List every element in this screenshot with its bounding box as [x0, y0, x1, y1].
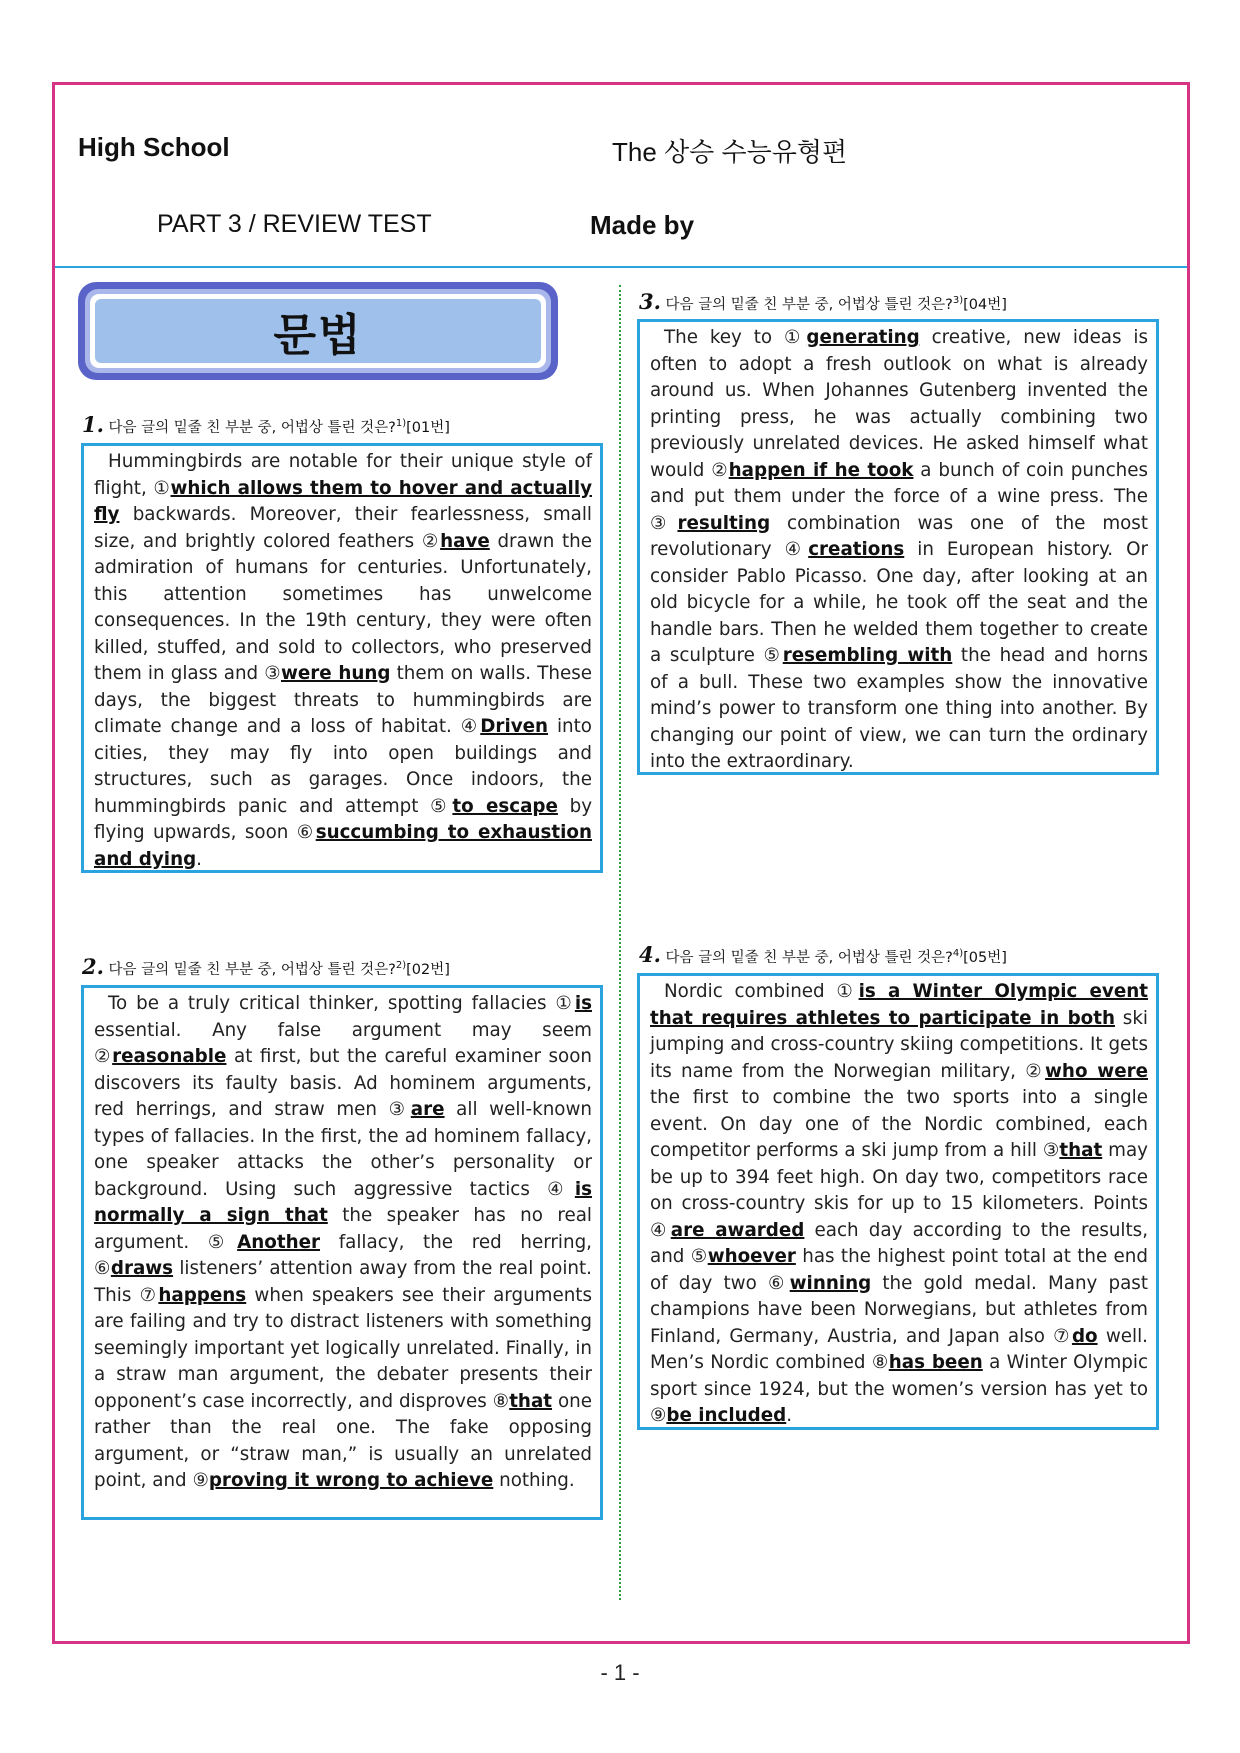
passage-segment: fallacy, the red herring, [320, 1231, 592, 1253]
underlined-option: generating [806, 327, 920, 348]
question-1-header [82, 412, 450, 437]
passage-segment: essential. Any false argument may seem [94, 1019, 592, 1041]
option-marker: ③ [388, 1099, 411, 1120]
option-marker: ④ [784, 539, 809, 560]
question-number: 4. [639, 942, 661, 967]
question-2-header [82, 954, 450, 979]
underlined-option: happens [158, 1284, 247, 1306]
underlined-option: is a Winter Olympic event that requires athletes to participate in both [650, 981, 1149, 1029]
underlined-option: which allows them to hover and actually fly [94, 477, 593, 525]
passage-segment: Nordic combined [664, 981, 837, 1002]
question-1-passage [81, 443, 603, 873]
underlined-option: Another [237, 1231, 321, 1253]
option-marker: ⑧ [492, 1390, 510, 1412]
footnote-ref: 2) [395, 960, 407, 972]
option-marker: ② [421, 530, 441, 552]
question-number: 3. [639, 289, 661, 314]
passage-segment: drawn the admiration of humans for centuries. Unfortunately, this attention sometimes has unwelcome consequences. In the 19th century, they were often killed, stuffed, and sold to collectors, who preserved them in glass and [94, 530, 592, 684]
column-divider [619, 285, 621, 1600]
passage-segment: one rather than the real one. The fake opposing argument, or “straw man,” is usually an unrelated point, and [94, 1390, 592, 1491]
underlined-option: that [509, 1390, 553, 1412]
passage-segment: may be up to 394 feet high. On day two, competitors race on cross-country skis for up to 15 kilometers. Points [650, 1140, 1148, 1214]
underlined-option: resulting [677, 512, 771, 534]
underlined-option: reasonable [112, 1046, 227, 1067]
passage-segment: by flying upwards, soon [94, 795, 593, 843]
option-marker: ⑤ [763, 645, 783, 666]
passage-segment: into cities, they may fly into open buildings and structures, such as garages. Once indoors, the hummingbirds panic and attempt [94, 716, 592, 817]
passage-segment: the head and horns of a bull. These two examples show the innovative mind’s power to transform one thing into another. By changing our point of view, we can turn the ordinary into the extraordinary. [650, 645, 1148, 772]
question-prompt: 다음 글의 밑줄 친 부분 중, 어법상 틀린 것은? [108, 420, 396, 436]
underlined-option: is [574, 993, 592, 1014]
underlined-option: have [440, 530, 490, 552]
section-title: 문법 [95, 299, 541, 363]
passage-segment: . [786, 1405, 793, 1426]
passage-text [650, 979, 1148, 1430]
option-marker: ⑤ [207, 1231, 238, 1253]
option-marker: ⑧ [871, 1352, 889, 1373]
option-marker: ④ [650, 1219, 671, 1241]
question-number: 1. [82, 412, 104, 437]
question-3-passage [637, 319, 1159, 775]
passage-segment: The key to [664, 327, 784, 348]
underlined-option: that [1059, 1140, 1103, 1161]
question-code: [04번] [963, 297, 1007, 313]
header-divider [55, 266, 1187, 268]
passage-segment: each day according to the results, and [650, 1219, 1149, 1267]
underlined-option: who were [1045, 1060, 1149, 1082]
option-marker: ② [1025, 1060, 1046, 1082]
passage-segment: nothing. [493, 1470, 575, 1491]
option-marker: ⑥ [296, 822, 316, 843]
passage-segment: a Winter Olympic sport since 1924, but the women’s version has yet to [650, 1352, 1148, 1400]
underlined-option: be included [666, 1405, 787, 1426]
underlined-option: are [410, 1099, 445, 1120]
passage-segment: when speakers see their arguments are failing and try to distract listeners with something seemingly important yet logically unrelated. Finally, in a straw man argument, the debater presents their opponent’s case incorrectly, and disproves [94, 1284, 592, 1412]
option-marker: ③ [1042, 1140, 1060, 1161]
option-marker: ⑥ [767, 1272, 790, 1294]
underlined-option: to escape [452, 795, 558, 817]
passage-segment: well. Men’s Nordic combined [650, 1325, 1148, 1373]
passage-segment: ski jumping and cross-country skiing competitions. It gets its name from the Norwegian military, [650, 1007, 1148, 1082]
passage-segment: all well-known types of fallacies. In the first, the ad hominem fallacy, one speaker attacks the other’s personality or background. Using such aggressive tactics [94, 1099, 593, 1200]
underlined-option: has been [888, 1352, 983, 1373]
passage-segment: has the highest point total at the end of day two [650, 1246, 1149, 1294]
option-marker: ③ [264, 663, 281, 684]
option-marker: ⑦ [139, 1284, 159, 1306]
page-number: - 1 - [600, 1660, 640, 1685]
option-marker: ② [94, 1046, 113, 1067]
passage-text [94, 449, 592, 873]
option-marker: ① [555, 993, 575, 1014]
underlined-option: do [1071, 1325, 1098, 1347]
part-title: PART 3 / REVIEW TEST [157, 210, 432, 238]
passage-segment: at first, but the careful examiner soon discovers its faulty basis. Ad hominem arguments, red herrings, and straw men [94, 1046, 592, 1120]
option-marker: ⑥ [94, 1258, 111, 1279]
passage-segment: the speaker has no real argument. [94, 1205, 592, 1253]
question-code: [01번] [406, 420, 450, 436]
question-2-passage [81, 985, 603, 1520]
underlined-option: were hung [281, 663, 391, 684]
question-prompt: 다음 글의 밑줄 친 부분 중, 어법상 틀린 것은? [665, 297, 953, 313]
book-title: The 상승 수능유형편 [612, 137, 848, 167]
option-marker: ⑨ [650, 1405, 667, 1426]
question-prompt: 다음 글의 밑줄 친 부분 중, 어법상 틀린 것은? [665, 950, 953, 966]
passage-segment: the first to combine the two sports into a single event. On day one of the Nordic combined, each competitor performs a ski jump from a hill [650, 1087, 1148, 1161]
option-marker: ⑨ [192, 1470, 209, 1491]
question-prompt: 다음 글의 밑줄 친 부분 중, 어법상 틀린 것은? [108, 962, 396, 978]
question-4-header [639, 942, 1007, 967]
underlined-option: draws [110, 1258, 174, 1279]
passage-segment: combination was one of the most revolutionary [650, 512, 1149, 560]
passage-segment: Hummingbirds are notable for their unique style of flight, [94, 451, 592, 499]
option-marker: ① [783, 327, 807, 348]
footnote-ref: 4) [952, 948, 964, 960]
passage-segment: creative, new ideas is often to adopt a fresh outlook on what is already around us. When Johannes Gutenberg invented the printing press, he was actually combining two previously unrelated devices. He asked himself what would [650, 327, 1149, 481]
passage-segment: . [196, 848, 202, 870]
underlined-option: Driven [480, 716, 549, 737]
underlined-option: whoever [707, 1246, 796, 1267]
made-by-label: Made by [590, 210, 695, 240]
question-number: 2. [82, 954, 104, 979]
passage-segment: a bunch of coin punches and put them under the force of a wine press. The [650, 459, 1148, 507]
passage-segment: in European history. Or consider Pablo Picasso. One day, after looking at an old bicycle for a while, he took off the seat and the handle bars. Then he welded them together to create a sculpture [650, 539, 1148, 666]
footnote-ref: 1) [395, 418, 407, 430]
option-marker: ⑤ [690, 1246, 708, 1267]
passage-segment: the gold medal. Many past champions have been Norwegians, but athletes from Finland, Germany, Austria, and Japan also [650, 1272, 1149, 1347]
option-marker: ① [836, 981, 859, 1002]
option-marker: ④ [547, 1178, 575, 1200]
option-marker: ⑤ [430, 795, 453, 817]
underlined-option: winning [789, 1272, 872, 1294]
question-3-header [639, 289, 1007, 314]
underlined-option: happen if he took [728, 459, 914, 481]
option-marker: ③ [650, 512, 678, 534]
option-marker: ① [153, 477, 171, 499]
section-badge [78, 282, 558, 380]
underlined-option: succumbing to exhaustion and dying [94, 822, 592, 870]
underlined-option: resembling with [782, 645, 953, 666]
underlined-option: is normally a sign that [94, 1178, 592, 1226]
underlined-option: creations [808, 539, 905, 560]
underlined-option: proving it wrong to achieve [208, 1470, 494, 1491]
option-marker: ② [711, 459, 729, 481]
passage-text [650, 325, 1148, 776]
option-marker: ⑦ [1053, 1325, 1072, 1347]
passage-segment: backwards. Moreover, their fearlessness, small size, and brightly colored feathers [94, 504, 592, 552]
option-marker: ④ [460, 716, 481, 737]
passage-segment: them on walls. These days, the biggest threats to hummingbirds are climate change and a loss of habitat. [94, 663, 592, 737]
underlined-option: are awarded [670, 1219, 805, 1241]
question-4-passage [637, 973, 1159, 1430]
question-code: [05번] [963, 950, 1007, 966]
passage-text [94, 991, 592, 1495]
footnote-ref: 3) [952, 295, 964, 307]
passage-segment: listeners’ attention away from the real point. This [94, 1258, 592, 1306]
question-code: [02번] [406, 962, 450, 978]
passage-segment: To be a truly critical thinker, spotting fallacies [108, 993, 556, 1014]
level-label: High School [78, 132, 230, 162]
